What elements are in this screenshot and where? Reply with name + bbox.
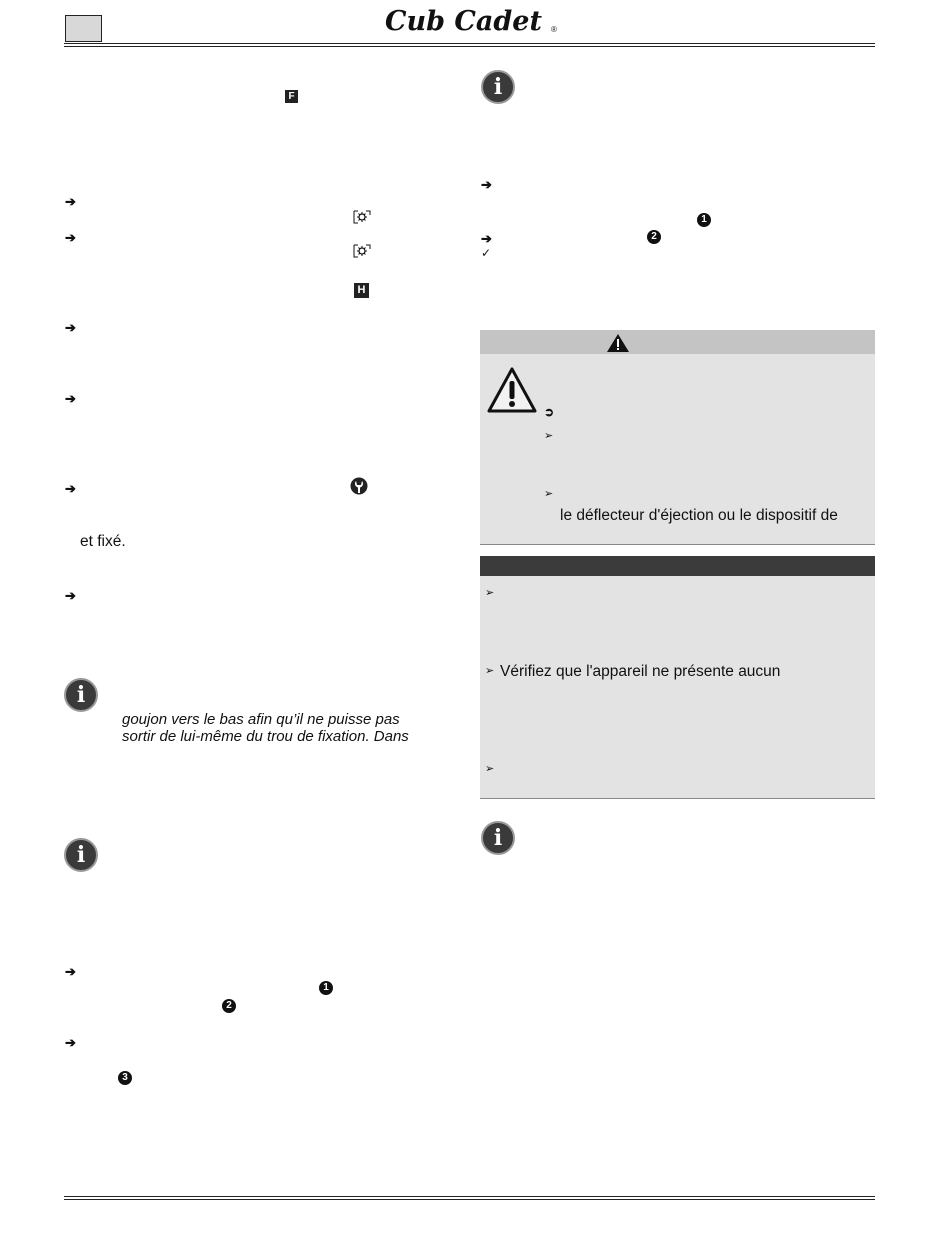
warning-triangle-icon (606, 333, 630, 353)
arrow-icon: ➔ (481, 231, 492, 246)
warning-text: le déflecteur d'éjection ou le dispositif de (560, 507, 838, 524)
gear-icon (352, 243, 372, 259)
info-icon: i (481, 70, 515, 104)
arrow-icon: ➔ (65, 588, 76, 603)
callout-number-1: 1 (319, 981, 333, 995)
callout-number-2: 2 (647, 230, 661, 244)
arrow-icon: ➔ (65, 194, 76, 209)
pointer-icon: ➢ (485, 587, 495, 599)
note-text-line: goujon vers le bas afin qu’il ne puisse pas (122, 711, 400, 728)
attention-panel-header (480, 556, 875, 576)
callout-number-1: 1 (697, 213, 711, 227)
note-text-line: sortir de lui-même du trou de fixation. Dans (122, 728, 409, 745)
logo-text: Cub Cadet (385, 6, 542, 37)
footer-rule-bottom (64, 1199, 875, 1200)
arrow-icon: ➔ (65, 1035, 76, 1050)
pointer-icon: ➢ (485, 665, 495, 677)
info-icon: i (64, 678, 98, 712)
check-icon: ✓ (481, 246, 492, 260)
footer-rule-top (64, 1196, 875, 1197)
page-number-box (65, 15, 102, 42)
arrow-icon: ➔ (481, 177, 492, 192)
arrow-icon: ➔ (65, 320, 76, 335)
attention-text: Vérifiez que l'appareil ne présente aucun (500, 663, 781, 680)
callout-number-2: 2 (222, 999, 236, 1013)
arrow-icon: ➔ (65, 230, 76, 245)
info-icon: i (481, 821, 515, 855)
header-rule-top (64, 43, 875, 44)
info-icon: i (64, 838, 98, 872)
cub-cadet-logo (383, 2, 563, 38)
warning-triangle-icon (486, 366, 538, 414)
registered-mark: ® (551, 25, 557, 34)
body-text: et fixé. (80, 533, 126, 550)
gear-icon (352, 209, 372, 225)
h-key-icon: H (354, 283, 369, 298)
pointer-icon: ➢ (544, 430, 554, 442)
pointer-icon: ➢ (485, 763, 495, 775)
panel-divider (480, 544, 875, 545)
header-rule-bottom (64, 46, 875, 47)
redo-arrow-icon: ➲ (544, 405, 555, 419)
panel-divider (480, 798, 875, 799)
arrow-icon: ➔ (65, 391, 76, 406)
callout-number-3: 3 (118, 1071, 132, 1085)
warning-panel-header (480, 330, 875, 354)
pointer-icon: ➢ (544, 488, 554, 500)
wrench-icon (350, 477, 368, 495)
arrow-icon: ➔ (65, 481, 76, 496)
f-key-icon: F (285, 90, 298, 103)
arrow-icon: ➔ (65, 964, 76, 979)
